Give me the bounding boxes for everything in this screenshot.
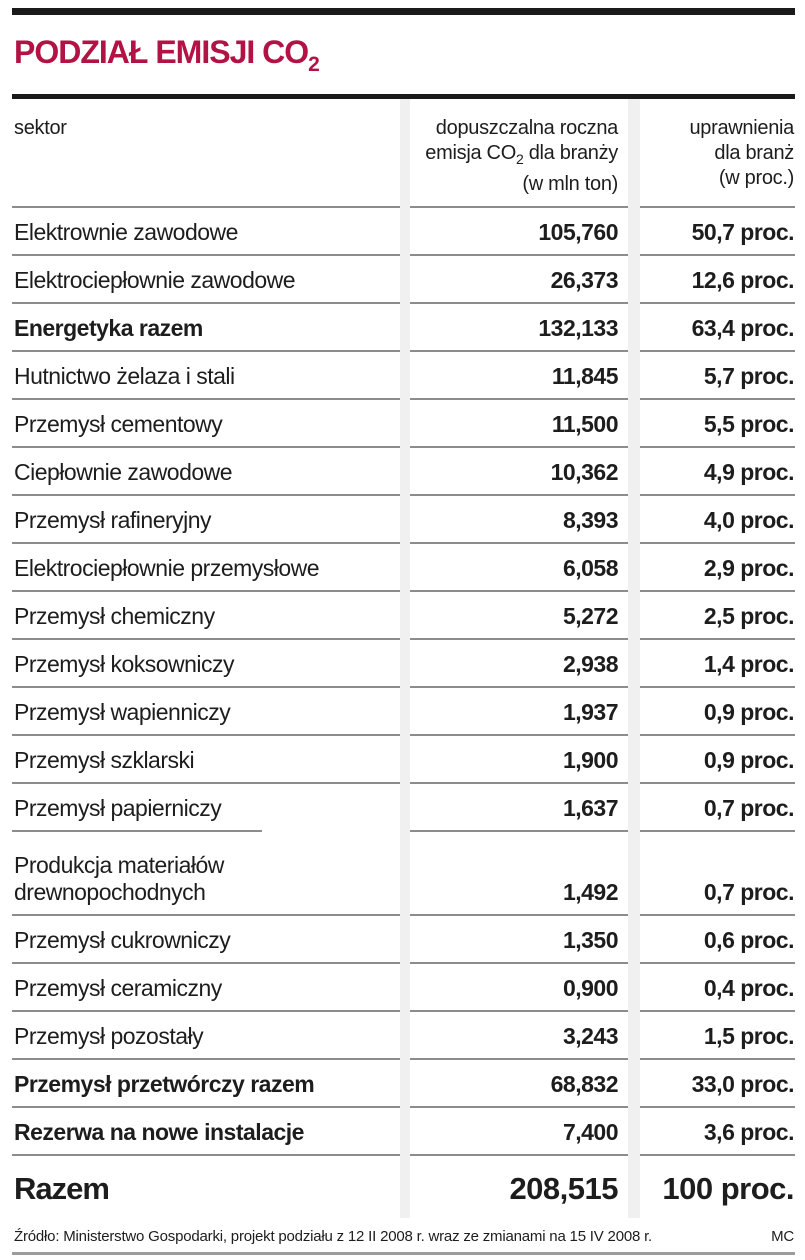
column-gutter bbox=[400, 206, 410, 254]
bottom-rule bbox=[12, 1252, 795, 1255]
emission-cell: 0,900 bbox=[410, 962, 628, 1010]
table-row bbox=[12, 1010, 795, 1058]
share-cell: 50,7 proc. bbox=[640, 206, 795, 254]
page-title-text: PODZIAŁ EMISJI CO bbox=[14, 34, 309, 70]
share-cell: 0,7 proc. bbox=[640, 830, 795, 914]
header-emission: dopuszczalna roczna emisja $CO_2$ dla branży (w mln ton) bbox=[425, 117, 618, 195]
source-note: Źródło: Ministerstwo Gospodarki, projekt podziału z 12 II 2008 r. wraz ze zmianami na 15 IV 2008 r. bbox=[14, 1228, 653, 1245]
column-gutter bbox=[400, 254, 410, 302]
sector-cell: Przemysł ceramiczny bbox=[12, 962, 400, 1010]
column-gutter bbox=[628, 638, 640, 686]
sector-cell: Przemysł cukrowniczy bbox=[12, 914, 400, 962]
column-gutter bbox=[400, 398, 410, 446]
column-gutter bbox=[628, 830, 640, 914]
sector-cell: Elektrociepłownie zawodowe bbox=[12, 254, 400, 302]
table-row bbox=[12, 830, 795, 914]
share-cell: 5,5 proc. bbox=[640, 398, 795, 446]
table-row bbox=[12, 398, 795, 446]
emission-cell: 208,515 bbox=[410, 1154, 628, 1218]
sector-cell: Produkcja materiałów drewnopochodnych bbox=[12, 830, 262, 914]
column-gutter bbox=[628, 734, 640, 782]
table-row bbox=[12, 686, 795, 734]
table-row bbox=[12, 782, 795, 830]
table-row bbox=[12, 494, 795, 542]
column-gutter bbox=[628, 590, 640, 638]
column-gutter bbox=[628, 254, 640, 302]
column-gutter bbox=[628, 914, 640, 962]
column-gutter bbox=[628, 1058, 640, 1106]
column-gutter bbox=[400, 590, 410, 638]
sector-cell: Przemysł przetwórczy razem bbox=[12, 1058, 400, 1106]
share-cell: 4,9 proc. bbox=[640, 446, 795, 494]
share-cell: 2,9 proc. bbox=[640, 542, 795, 590]
column-gutter bbox=[400, 1154, 410, 1218]
table-row bbox=[12, 206, 795, 254]
emission-cell: 8,393 bbox=[410, 494, 628, 542]
footer bbox=[12, 1228, 795, 1245]
emission-cell: 5,272 bbox=[410, 590, 628, 638]
sector-cell: Ciepłownie zawodowe bbox=[12, 446, 400, 494]
emission-cell: 105,760 bbox=[410, 206, 628, 254]
emission-cell: 1,937 bbox=[410, 686, 628, 734]
column-gutter bbox=[400, 962, 410, 1010]
emission-cell: 11,845 bbox=[410, 350, 628, 398]
column-gutter bbox=[400, 914, 410, 962]
emission-cell: 1,637 bbox=[410, 782, 628, 830]
header-emission-subscript: 2 bbox=[515, 151, 524, 167]
table-row bbox=[12, 734, 795, 782]
sector-cell: Razem bbox=[12, 1154, 400, 1218]
emission-cell: 3,243 bbox=[410, 1010, 628, 1058]
sector-cell: Rezerwa na nowe instalacje bbox=[12, 1106, 400, 1154]
column-gutter bbox=[628, 302, 640, 350]
table-row-subtotal bbox=[12, 302, 795, 350]
emission-cell: 6,058 bbox=[410, 542, 628, 590]
table-row bbox=[12, 638, 795, 686]
column-gutter bbox=[628, 686, 640, 734]
column-gutter bbox=[628, 398, 640, 446]
emission-cell: 1,900 bbox=[410, 734, 628, 782]
share-cell: 1,5 proc. bbox=[640, 1010, 795, 1058]
sector-cell: Przemysł cementowy bbox=[12, 398, 400, 446]
sector-cell: Hutnictwo żelaza i stali bbox=[12, 350, 400, 398]
top-rule bbox=[12, 8, 795, 15]
table-row bbox=[12, 962, 795, 1010]
share-cell: 3,6 proc. bbox=[640, 1106, 795, 1154]
share-cell: 0,4 proc. bbox=[640, 962, 795, 1010]
column-gutter bbox=[400, 782, 410, 830]
column-gutter bbox=[400, 494, 410, 542]
emission-cell: 1,350 bbox=[410, 914, 628, 962]
column-gutter bbox=[628, 446, 640, 494]
sector-cell: Elektrownie zawodowe bbox=[12, 206, 400, 254]
share-cell: 5,7 proc. bbox=[640, 350, 795, 398]
column-gutter bbox=[400, 99, 410, 206]
table-row bbox=[12, 590, 795, 638]
header-share: uprawnienia dla branż (w proc.) bbox=[689, 117, 794, 189]
page-title-subscript: 2 bbox=[308, 53, 320, 76]
column-gutter bbox=[400, 350, 410, 398]
sector-cell: Przemysł rafineryjny bbox=[12, 494, 400, 542]
column-gutter bbox=[400, 1106, 410, 1154]
share-cell: 0,7 proc. bbox=[640, 782, 795, 830]
page-title bbox=[12, 36, 795, 75]
share-cell: 100 proc. bbox=[640, 1154, 795, 1218]
table-row bbox=[12, 446, 795, 494]
column-gutter bbox=[400, 734, 410, 782]
sector-cell: Przemysł koksowniczy bbox=[12, 638, 400, 686]
sector-cell: Przemysł wapienniczy bbox=[12, 686, 400, 734]
column-gutter bbox=[628, 542, 640, 590]
column-gutter bbox=[628, 962, 640, 1010]
share-cell: 0,6 proc. bbox=[640, 914, 795, 962]
table-row bbox=[12, 914, 795, 962]
table-row bbox=[12, 254, 795, 302]
share-cell: 0,9 proc. bbox=[640, 686, 795, 734]
column-gutter bbox=[628, 99, 640, 206]
column-gutter bbox=[400, 638, 410, 686]
column-gutter bbox=[400, 446, 410, 494]
emission-cell: 11,500 bbox=[410, 398, 628, 446]
emission-cell: 2,938 bbox=[410, 638, 628, 686]
column-gutter bbox=[400, 302, 410, 350]
table-row-subtotal bbox=[12, 1058, 795, 1106]
emissions-table bbox=[12, 99, 795, 1218]
share-cell: 33,0 proc. bbox=[640, 1058, 795, 1106]
table-header-row bbox=[12, 99, 795, 206]
column-gutter bbox=[400, 830, 410, 914]
sector-cell: Przemysł szklarski bbox=[12, 734, 400, 782]
emission-cell: 68,832 bbox=[410, 1058, 628, 1106]
table-row bbox=[12, 350, 795, 398]
emission-cell: 10,362 bbox=[410, 446, 628, 494]
column-gutter bbox=[628, 494, 640, 542]
sector-cell: Przemysł chemiczny bbox=[12, 590, 400, 638]
table-row bbox=[12, 542, 795, 590]
share-cell: 63,4 proc. bbox=[640, 302, 795, 350]
sector-cell: Energetyka razem bbox=[12, 302, 400, 350]
table-row-subtotal bbox=[12, 1106, 795, 1154]
sector-cell: Przemysł pozostały bbox=[12, 1010, 400, 1058]
column-gutter bbox=[628, 1154, 640, 1218]
emission-cell: 26,373 bbox=[410, 254, 628, 302]
column-gutter bbox=[400, 686, 410, 734]
column-gutter bbox=[628, 782, 640, 830]
emission-cell: 1,492 bbox=[410, 830, 628, 914]
sector-cell: Elektrociepłownie przemysłowe bbox=[12, 542, 400, 590]
column-gutter bbox=[628, 1010, 640, 1058]
column-gutter bbox=[628, 206, 640, 254]
column-gutter bbox=[400, 542, 410, 590]
column-gutter bbox=[400, 1010, 410, 1058]
column-gutter bbox=[628, 350, 640, 398]
column-gutter bbox=[628, 1106, 640, 1154]
emission-cell: 132,133 bbox=[410, 302, 628, 350]
share-cell: 12,6 proc. bbox=[640, 254, 795, 302]
share-cell: 0,9 proc. bbox=[640, 734, 795, 782]
emission-cell: 7,400 bbox=[410, 1106, 628, 1154]
column-gutter bbox=[400, 1058, 410, 1106]
credit: MC bbox=[771, 1228, 794, 1245]
share-cell: 2,5 proc. bbox=[640, 590, 795, 638]
share-cell: 4,0 proc. bbox=[640, 494, 795, 542]
table-row-total bbox=[12, 1154, 795, 1218]
header-sector: sektor bbox=[14, 117, 67, 139]
share-cell: 1,4 proc. bbox=[640, 638, 795, 686]
sector-cell: Przemysł papierniczy bbox=[12, 782, 400, 830]
